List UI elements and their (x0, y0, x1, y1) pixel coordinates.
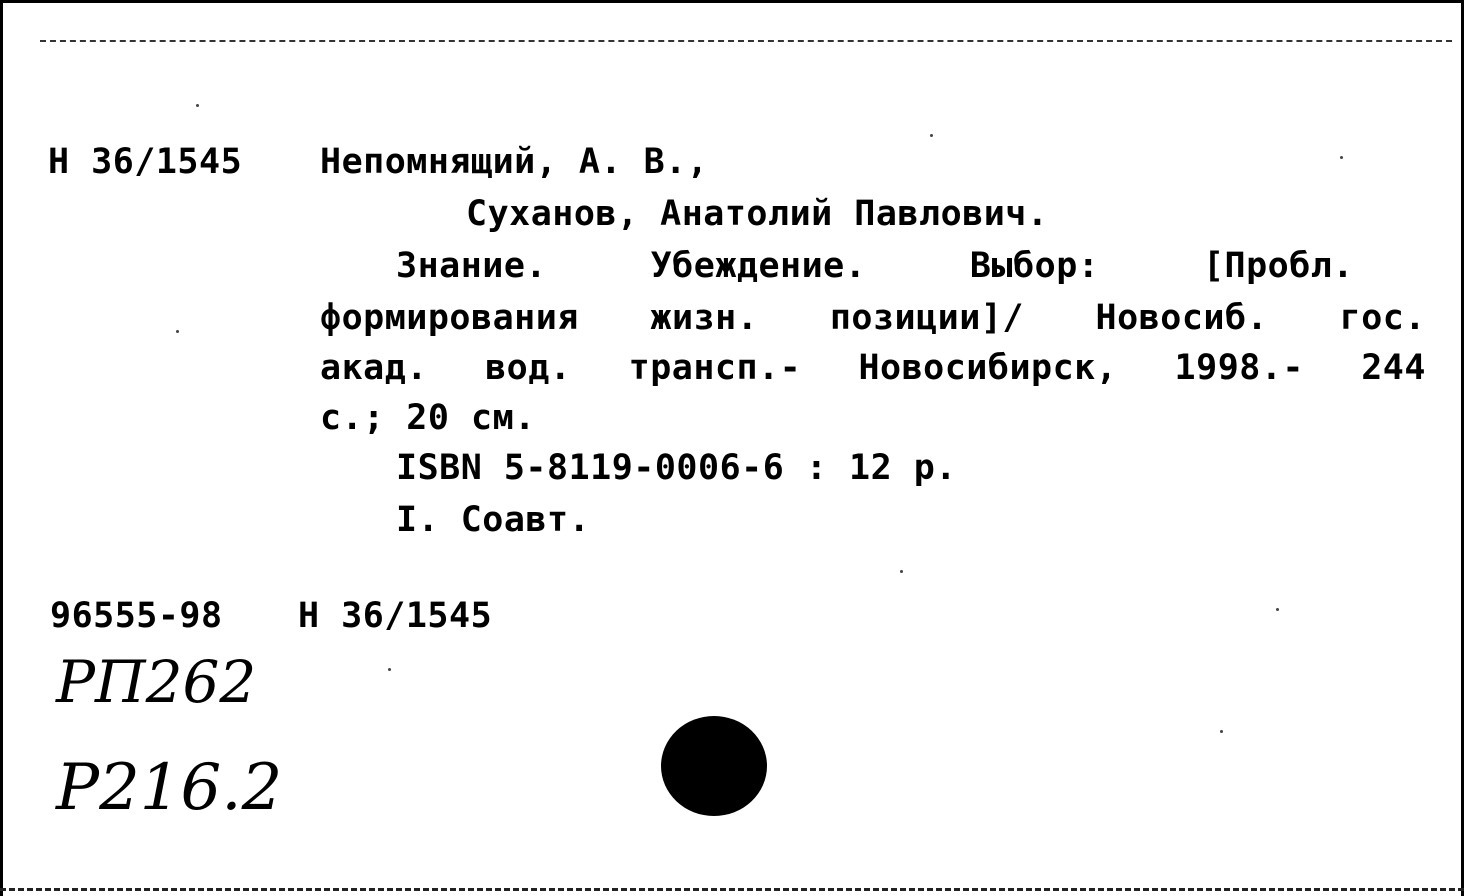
physical-extent: с.; 20 см. (320, 398, 536, 438)
title-word: вод. (485, 348, 572, 388)
speck (176, 330, 179, 333)
speck (930, 134, 933, 137)
call-number: Н 36/1545 (48, 142, 243, 182)
title-word: акад. (320, 348, 428, 388)
title-word: гос. (1339, 298, 1426, 338)
speck (196, 104, 199, 107)
speck (1340, 156, 1343, 159)
coauthor-heading: Суханов, Анатолий Павлович. (466, 194, 1049, 234)
speck (900, 570, 903, 573)
title-word: позиции]/ (829, 298, 1024, 338)
accession-number: 96555-98 (50, 596, 223, 636)
call-number-bottom: Н 36/1545 (298, 596, 493, 636)
title-word: [Пробл. (1202, 246, 1354, 286)
title-word: 244 (1361, 348, 1426, 388)
title-word: Выбор: (969, 246, 1100, 286)
title-line-1 (396, 246, 1354, 286)
title-word: 1998.- (1174, 348, 1304, 388)
title-line-3 (320, 348, 1426, 388)
title-word: Убеждение. (650, 246, 867, 286)
speck (1276, 608, 1279, 611)
title-word: формирования (320, 298, 579, 338)
speck (388, 668, 391, 671)
handwritten-note-2: Р216.2 (56, 751, 283, 825)
isbn-price: ISBN 5-8119-0006-6 : 12 р. (396, 448, 957, 488)
tracing: I. Соавт. (396, 500, 591, 540)
title-word: Новосиб. (1095, 298, 1269, 338)
title-word: жизн. (650, 298, 759, 338)
top-rule (40, 40, 1452, 42)
title-line-2 (320, 298, 1426, 338)
handwritten-note-1: РП262 (56, 648, 257, 716)
title-word: трансп.- (628, 348, 802, 388)
speck (1220, 730, 1223, 733)
punch-hole (661, 716, 767, 816)
title-word: Знание. (396, 246, 548, 286)
author-heading: Непомнящий, А. В., (320, 142, 709, 182)
card-edge-top (0, 0, 1464, 3)
card-edge-left (0, 0, 3, 896)
title-word: Новосибирск, (858, 348, 1118, 388)
bottom-rule (0, 888, 1464, 891)
